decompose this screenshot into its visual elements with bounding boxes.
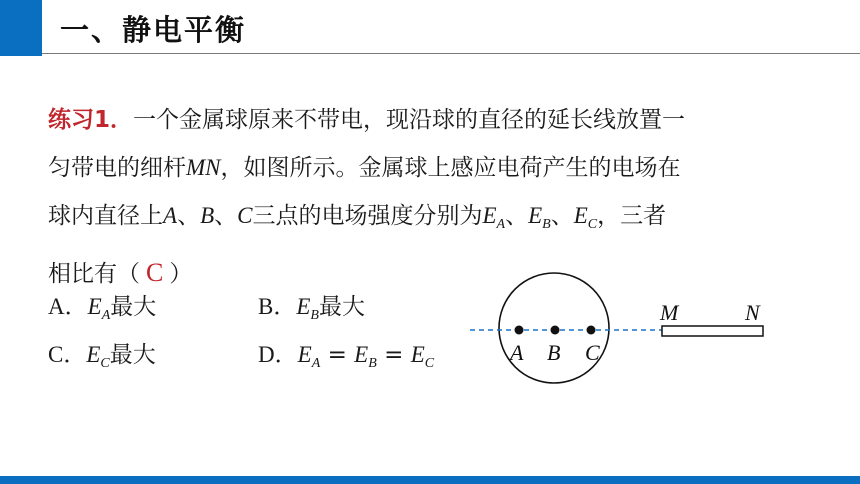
option-letter: C．	[48, 342, 87, 367]
question-text-3b: 三点的电场强度分别为	[252, 203, 483, 229]
field-e: E	[354, 342, 369, 367]
question-label: 练习1．	[48, 107, 134, 133]
section-title: 一、静电平衡	[60, 13, 247, 47]
question-text-3c: ，三者	[597, 203, 667, 229]
question-text	[48, 96, 788, 298]
question-text-2a: 匀带电的细杆	[48, 155, 186, 181]
equals-sign: =	[327, 342, 347, 368]
option-text: 最大	[109, 342, 156, 368]
option-letter: D．	[258, 342, 298, 367]
option-text: 最大	[318, 294, 365, 320]
question-line-2	[48, 144, 788, 192]
option-b	[258, 292, 365, 331]
label-m: M	[660, 300, 679, 325]
label-b: B	[547, 340, 561, 365]
field-e: E	[528, 203, 543, 228]
label-c: C	[585, 340, 600, 365]
point-a: A	[163, 203, 178, 228]
field-e: E	[86, 342, 101, 367]
question-text-4: 相比有（	[48, 261, 140, 287]
option-a	[48, 292, 156, 331]
option-text: 最大	[110, 294, 157, 320]
subscript-c: C	[100, 356, 110, 371]
sep: 、	[505, 203, 529, 229]
question-text-1: 一个金属球原来不带电，现沿球的直径的延长线放置一	[133, 107, 686, 133]
field-e: E	[573, 203, 588, 228]
subscript-a: A	[496, 217, 506, 232]
question-text-3a: 球内直径上	[48, 203, 163, 229]
subscript-a: A	[311, 356, 321, 371]
subscript-b: B	[542, 217, 551, 232]
option-d	[258, 340, 434, 379]
field-e: E	[297, 342, 312, 367]
option-letter: B．	[258, 294, 297, 319]
point-c-dot	[587, 326, 596, 335]
point-b: B	[200, 203, 215, 228]
question-line-3	[48, 192, 788, 249]
sphere-rod-diagram	[468, 270, 778, 395]
close-paren: ）	[169, 261, 193, 287]
subscript-b: B	[368, 356, 377, 371]
title-divider	[42, 53, 860, 54]
point-c: C	[237, 203, 253, 228]
rod-name: MN	[186, 155, 221, 180]
subscript-a: A	[101, 308, 111, 323]
option-c	[48, 340, 156, 379]
answer-value: C	[146, 258, 164, 287]
field-e: E	[296, 294, 311, 319]
field-e: E	[482, 203, 497, 228]
sep: 、	[214, 203, 238, 229]
header-accent-bar	[0, 0, 42, 56]
field-e: E	[87, 294, 102, 319]
subscript-c: C	[587, 217, 598, 232]
subscript-b: B	[310, 308, 319, 323]
point-b-dot	[551, 326, 560, 335]
subscript-c: C	[424, 356, 435, 371]
sep: 、	[550, 203, 574, 229]
charged-rod	[662, 326, 763, 336]
point-a-dot	[515, 326, 524, 335]
field-e: E	[410, 342, 425, 367]
sep: 、	[177, 203, 201, 229]
question-text-2b: ，如图所示。金属球上感应电荷产生的电场在	[220, 155, 681, 181]
equals-sign: =	[384, 342, 404, 368]
option-letter: A．	[48, 294, 88, 319]
question-line-1	[48, 96, 788, 144]
footer-accent-bar	[0, 476, 860, 484]
label-a: A	[510, 340, 524, 365]
label-n: N	[745, 300, 760, 325]
